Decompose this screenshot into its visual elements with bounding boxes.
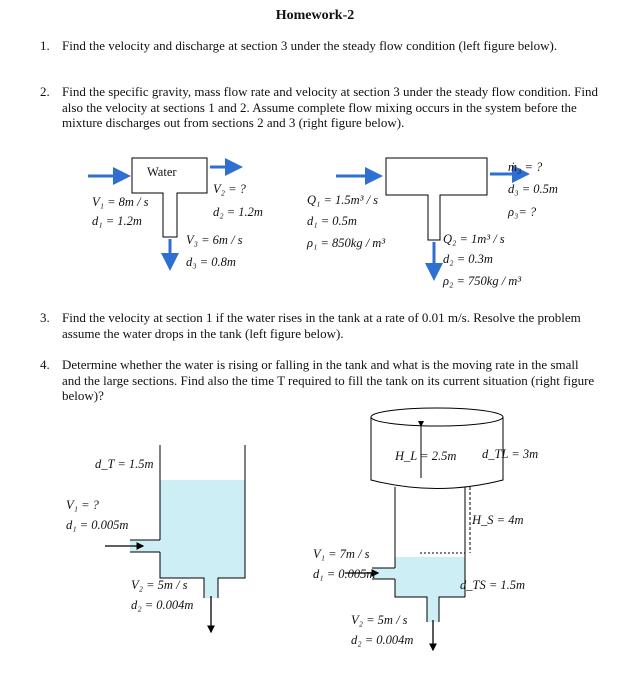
fig2-q2: Q₂ = 1m³ / s	[443, 232, 505, 246]
fig4-hl: H_L = 2.5m	[395, 449, 457, 463]
fig1-water-label: Water	[147, 165, 177, 179]
fig2-rho3: ρ₃= ?	[508, 205, 537, 219]
question-number: 4.	[40, 357, 50, 372]
question-text: Find the specific gravity, mass flow rate and velocity at section 3 under the steady flow condition. Find also the velocity at sections 1 and 2. Assume complete flow mixing occurs in the system before the mixture discharges out from sections 2 and 3 (right figure below).	[62, 84, 599, 130]
fig2-rho1: ρ₁ = 850kg / m³	[307, 236, 386, 250]
fig4-dtl: d_TL = 3m	[482, 447, 539, 461]
fig1-v1: V₁ = 8m / s	[92, 195, 149, 209]
fig2-q1: Q₁ = 1.5m³ / s	[307, 193, 379, 207]
question-text: Find the velocity at section 1 if the water rises in the tank at a rate of 0.01 m/s. Resolve the problem assume the water drops in the tank (left figure below).	[62, 310, 581, 341]
fig2-rho2: ρ₂ = 750kg / m³	[443, 274, 522, 288]
large-tank-top	[371, 408, 503, 426]
fig3-v2: V₂ = 5m / s	[131, 578, 188, 592]
question-number: 1.	[40, 38, 50, 53]
question-text: Determine whether the water is rising or falling in the tank and what is the moving rate in the small and the large sections. Find also the time T required to fill the tank on its current situation (right figure below)?	[62, 357, 595, 403]
tank-water	[160, 480, 245, 578]
fig2-d1: d₁ = 0.5m	[307, 214, 357, 228]
fig1-v2: V₂ = ?	[213, 182, 246, 196]
question-text: Find the velocity and discharge at section 3 under the steady flow condition (left figure below).	[62, 38, 558, 53]
fig4-hs: H_S = 4m	[472, 513, 524, 527]
fig4-v2: V₂ = 5m / s	[351, 613, 408, 627]
page-title: Homework-2	[275, 8, 355, 23]
fig2-t-junction	[336, 158, 527, 278]
fig1-d1: d₁ = 1.2m	[92, 214, 142, 228]
fig3-v1: V₁ = ?	[66, 498, 99, 512]
fig4-v1: V₁ = 7m / s	[313, 547, 370, 561]
question-number: 2.	[40, 84, 50, 99]
fig4-dts: d_TS = 1.5m	[460, 578, 526, 592]
fig1-v3: V₃ = 6m / s	[186, 233, 243, 247]
fig2-d3: d₃ = 0.5m	[508, 182, 558, 196]
fig4-d1: d₁ = 0.005m	[313, 567, 376, 581]
fig3-dt: d_T = 1.5m	[95, 457, 154, 471]
fig2-m3: ṁ₃ = ?	[508, 160, 543, 174]
fig3-d2: d₂ = 0.004m	[131, 598, 194, 612]
fig1-d2: d₂ = 1.2m	[213, 205, 263, 219]
fig2-d2: d₂ = 0.3m	[443, 252, 493, 266]
question-number: 3.	[40, 310, 50, 325]
small-tank-water	[395, 557, 465, 597]
fig1-d3: d₃ = 0.8m	[186, 255, 236, 269]
fig4-d2: d₂ = 0.004m	[351, 633, 414, 647]
fig3-d1: d₁ = 0.005m	[66, 518, 129, 532]
